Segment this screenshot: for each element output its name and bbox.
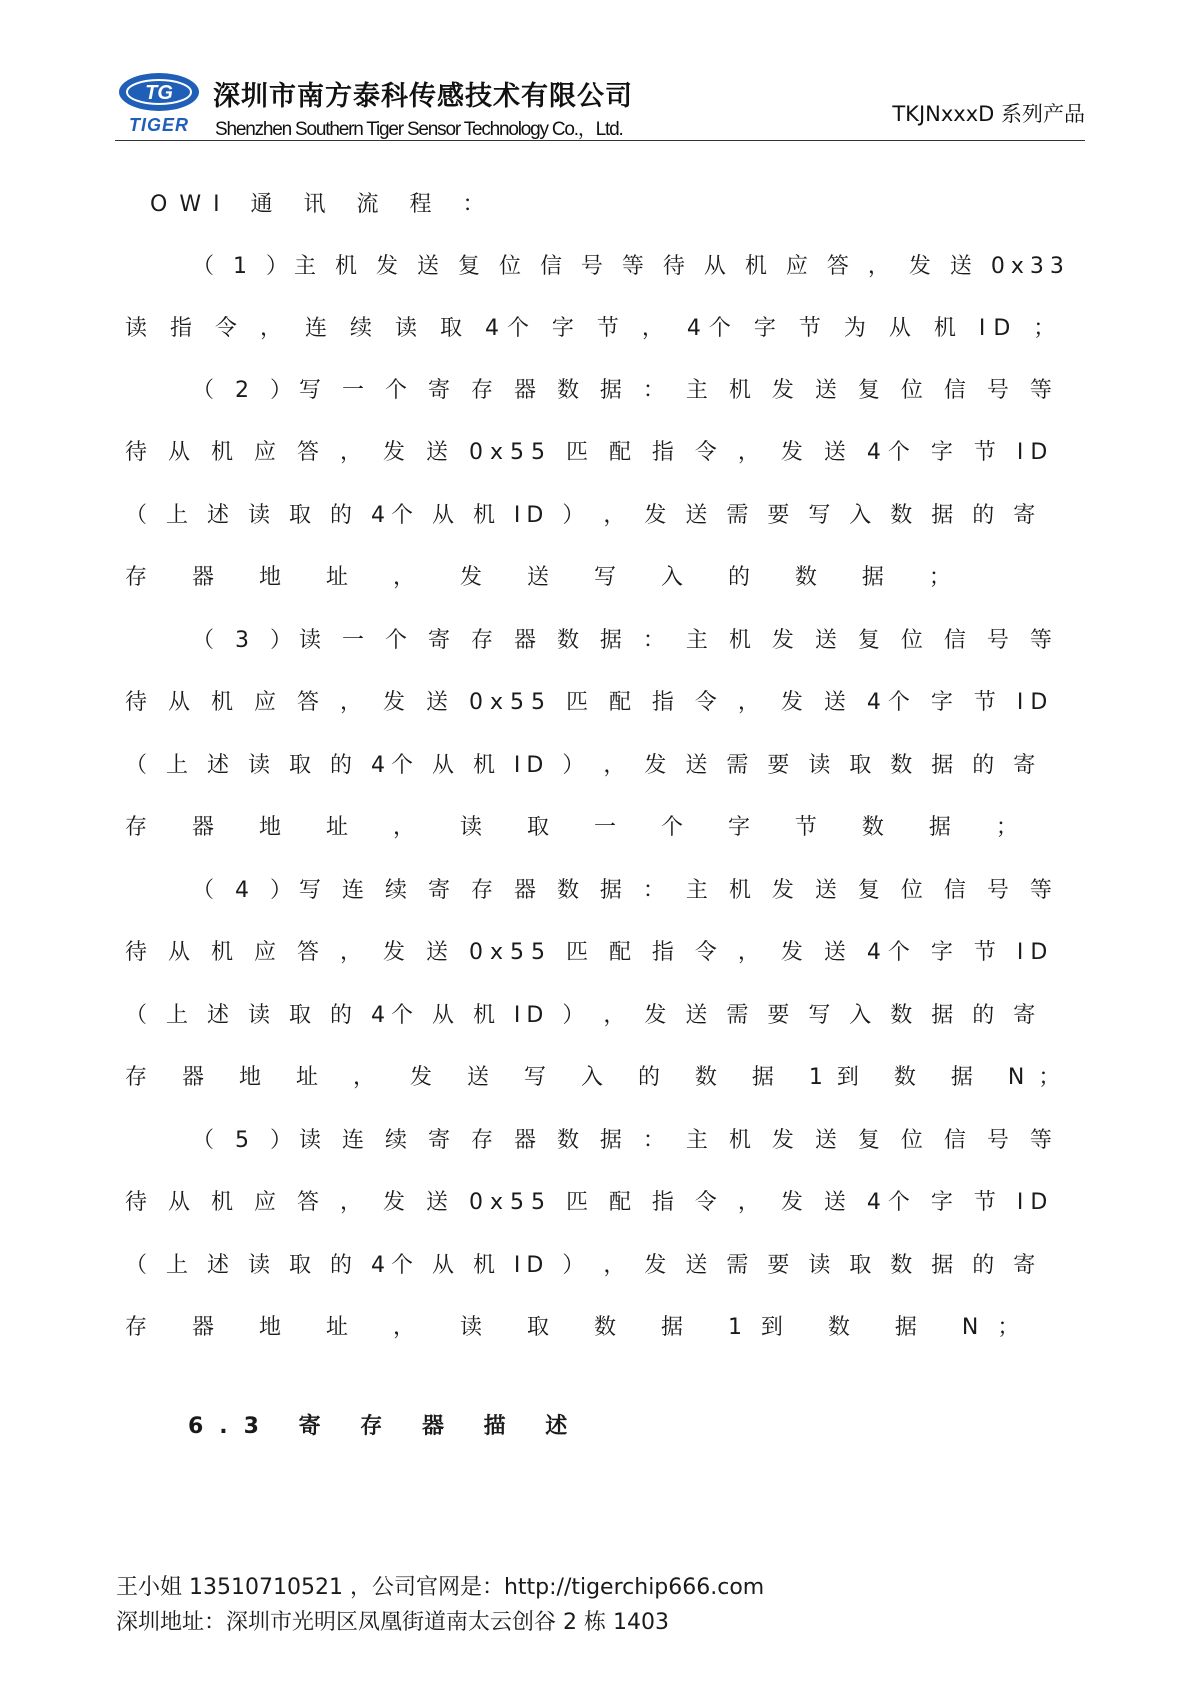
- logo-initials: TG: [145, 82, 173, 104]
- paragraph-line: （ 3 ）读 一 个 寄 存 器 数 据 ： 主 机 发 送 复 位 信 号 等: [192, 628, 1059, 653]
- paragraph-line: 存 器 地 址 ， 读 取 一 个 字 节 数 据 ；: [125, 815, 1037, 840]
- logo-wordmark: TIGER: [128, 115, 190, 134]
- paragraph-line: OWI 通 讯 流 程 ：: [150, 192, 497, 217]
- paragraph-line: （ 5 ）读 连 续 寄 存 器 数 据 ： 主 机 发 送 复 位 信 号 等: [192, 1128, 1059, 1153]
- page-header: [115, 68, 1085, 140]
- tiger-logo-icon: [115, 68, 203, 134]
- footer-address: 深圳地址：深圳市光明区凤凰街道南太云创谷 2 栋 1403: [116, 1610, 669, 1635]
- paragraph-line: 读 指 令 ， 连 续 读 取 4个 字 节 ， 4个 字 节 为 从 机 ID ；: [125, 316, 1064, 341]
- paragraph-line: （ 1 ）主 机 发 送 复 位 信 号 等 待 从 机 应 答 ， 发 送 0x33: [192, 254, 1070, 279]
- paragraph-line: （ 上 述 读 取 的 4个 从 机 ID ） ， 发 送 需 要 读 取 数 据 的 寄: [125, 753, 1042, 778]
- footer-contact: 王小姐 13510710521 ，公司官网是：http://tigerchip666.com: [116, 1575, 765, 1600]
- paragraph-line: 待 从 机 应 答 ， 发 送 0x55 匹 配 指 令 ， 发 送 4个 字 节 ID: [125, 440, 1055, 465]
- paragraph-line: （ 上 述 读 取 的 4个 从 机 ID ） ， 发 送 需 要 读 取 数 据 的 寄: [125, 1253, 1042, 1278]
- paragraph-line: （ 上 述 读 取 的 4个 从 机 ID ） ， 发 送 需 要 写 入 数 据 的 寄: [125, 1003, 1042, 1028]
- product-series: TKJNxxxD 系列产品: [892, 102, 1085, 126]
- company-name-en: Shenzhen Southern Tiger Sensor Technology Co.，Ltd.: [215, 119, 623, 140]
- paragraph-line: （ 2 ）写 一 个 寄 存 器 数 据 ： 主 机 发 送 复 位 信 号 等: [192, 378, 1059, 403]
- paragraph-line: 存 器 地 址 ， 发 送 写 入 的 数 据 1到 数 据 N；: [125, 1065, 1075, 1090]
- company-name-cn: 深圳市南方泰科传感技术有限公司: [213, 81, 633, 112]
- paragraph-line: 待 从 机 应 答 ， 发 送 0x55 匹 配 指 令 ， 发 送 4个 字 节 ID: [125, 1190, 1055, 1215]
- paragraph-line: （ 上 述 读 取 的 4个 从 机 ID ） ， 发 送 需 要 写 入 数 据 的 寄: [125, 503, 1042, 528]
- paragraph-line: （ 4 ）写 连 续 寄 存 器 数 据 ： 主 机 发 送 复 位 信 号 等: [192, 878, 1059, 903]
- section-heading: 6.3 寄 存 器 描 述: [188, 1414, 584, 1439]
- header-divider: [115, 140, 1085, 141]
- paragraph-line: 待 从 机 应 答 ， 发 送 0x55 匹 配 指 令 ， 发 送 4个 字 节 ID: [125, 940, 1055, 965]
- paragraph-line: 存 器 地 址 ， 读 取 数 据 1到 数 据 N；: [125, 1315, 1039, 1340]
- paragraph-line: 待 从 机 应 答 ， 发 送 0x55 匹 配 指 令 ， 发 送 4个 字 节 ID: [125, 690, 1055, 715]
- paragraph-line: 存 器 地 址 ， 发 送 写 入 的 数 据 ；: [125, 565, 970, 590]
